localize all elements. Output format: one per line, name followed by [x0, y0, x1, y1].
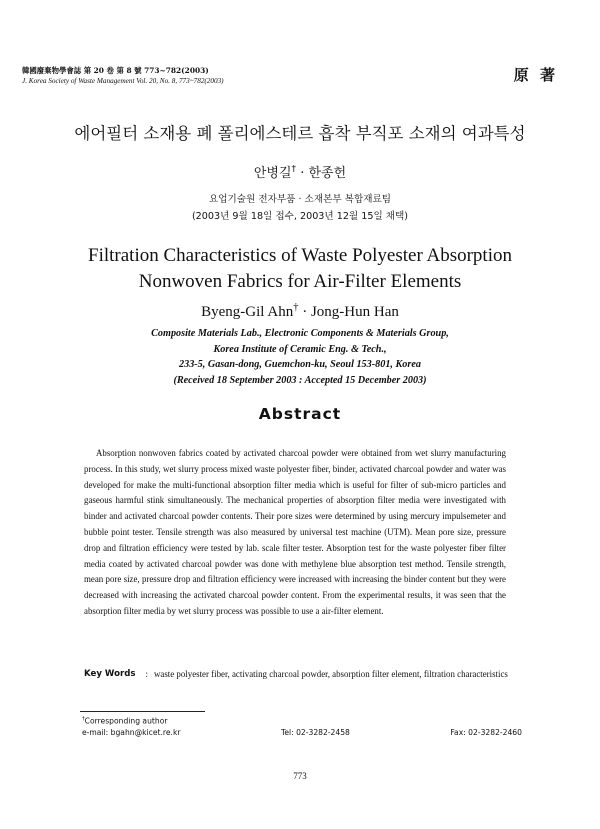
- corresponding-mark: †: [291, 164, 297, 175]
- english-author-first: Byeng-Gil Ahn: [201, 304, 294, 320]
- english-affiliation: [0, 326, 600, 389]
- abstract-text: Absorption nonwoven fabrics coated by activated charcoal powder were obtained from wet slurry manufacturing process. In this study, wet slurry process mixed waste polyester fiber, binder, activated charcoal powder and water was developed for make the multi-functional absorption filter media which is useful for filter of sub-micro particles and gaseous harmful stink simultaneously. The mechanical properties of absorption filter media were investigated with binder and activated charcoal powder contents. Their pore sizes were determined by using mercury impulsemeter and bubble point tester. Tensile strength was also measured by universal test machine (UTM). Mean pore size, pressure drop and filtration efficiency were tested by lab. scale filter tester. Absorption test for the waste polyester fiber filter media coated by activated charcoal powder was done with methylene blue absorption test method. Tensile strength, mean pore size, pressure drop and filtration efficiency were increased with increasing the binder content but they were decreased with increasing the activated charcoal powder content. From the experimental results, it was seen that the absorption filter media by wet slurry process was possible to use a air-filter element.: [84, 448, 506, 616]
- footnote: [82, 714, 522, 738]
- korean-affiliation: [0, 191, 600, 225]
- english-title-line2: Nonwoven Fabrics for Air-Filter Elements: [138, 271, 462, 292]
- footnote-corresponding: †Corresponding author: [82, 716, 168, 726]
- footnote-contact-row: [82, 727, 522, 738]
- keywords-text: waste polyester fiber, activating charcoal powder, absorption filter element, filtration characteristics: [153, 669, 508, 679]
- korean-affiliation-line: 요업기술원 전자부품 · 소재본부 복합재료팀: [208, 194, 392, 205]
- article-type-label: 原 著: [513, 66, 558, 84]
- korean-author-rest: · 한종헌: [300, 166, 347, 181]
- english-author-rest: · Jong-Hun Han: [302, 304, 399, 320]
- korean-author-first: 안병길: [253, 166, 292, 181]
- english-affiliation-line1: Composite Materials Lab., Electronic Components & Materials Group,: [151, 328, 449, 339]
- english-title-line1: Filtration Characteristics of Waste Polyester Absorption: [88, 245, 512, 266]
- journal-citation-english: J. Korea Society of Waste Management Vol. 20, No. 8, 773~782(2003): [22, 77, 224, 85]
- footnote-mark: †: [82, 716, 85, 722]
- keywords: [84, 666, 514, 682]
- english-affiliation-line2: Korea Institute of Ceramic Eng. & Tech.,: [213, 343, 387, 355]
- abstract-heading: Abstract: [258, 405, 342, 423]
- footnote-divider: [80, 711, 205, 712]
- english-corresponding-mark: †: [293, 302, 299, 313]
- english-title: [0, 243, 600, 295]
- keywords-label: Key Words: [84, 669, 136, 679]
- page-number: 773: [293, 771, 307, 781]
- korean-authors: [0, 162, 600, 181]
- footnote-tel: Tel: 02-3282-2458: [280, 727, 350, 737]
- korean-title: 에어필터 소재용 폐 폴리에스테르 흡착 부직포 소재의 여과특성: [74, 124, 526, 143]
- keywords-separator: :: [145, 669, 148, 679]
- korean-dates-line: (2003년 9월 18일 접수, 2003년 12월 15일 채택): [191, 211, 409, 222]
- footnote-email: e-mail: bgahn@kicet.re.kr: [82, 727, 181, 737]
- footnote-fax: Fax: 02-3282-2460: [450, 727, 522, 737]
- journal-header: [22, 66, 224, 86]
- english-affiliation-line3: 233-5, Gasan-dong, Guemchon-ku, Seoul 153-801, Korea: [179, 359, 421, 371]
- english-authors: [0, 302, 600, 321]
- abstract-body: [84, 446, 506, 620]
- journal-citation-korean: 韓國廢棄物學會誌 第 20 卷 第 8 號 773~782(2003): [22, 66, 209, 75]
- english-received-line: (Received 18 September 2003 : Accepted 15 December 2003): [173, 375, 427, 387]
